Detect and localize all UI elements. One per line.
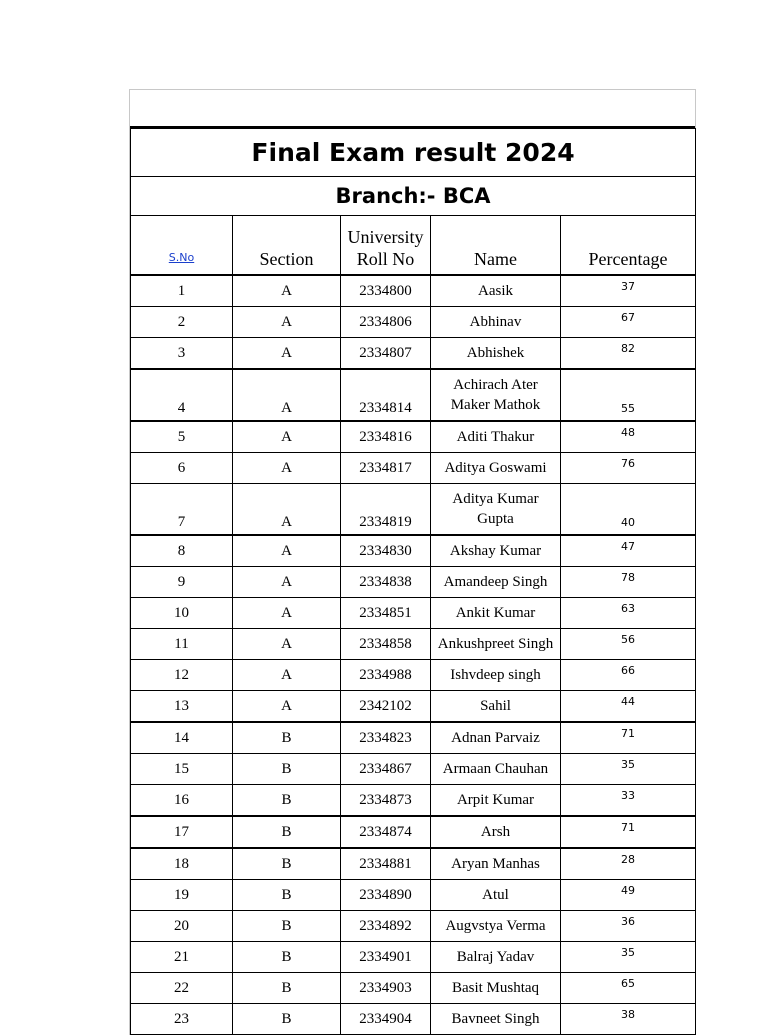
sno-cell: 7 (131, 484, 233, 536)
name-cell: Arpit Kumar (431, 785, 561, 817)
name-cell: Aditi Thakur (431, 421, 561, 453)
percentage-cell: 38 (561, 1004, 696, 1035)
section-cell: B (233, 911, 341, 942)
section-cell: A (233, 598, 341, 629)
sno-cell: 22 (131, 973, 233, 1004)
roll-cell: 2334851 (341, 598, 431, 629)
sno-cell: 3 (131, 338, 233, 370)
table-row (131, 484, 696, 536)
header-name: Name (431, 216, 561, 276)
table-row (131, 880, 696, 911)
section-cell: B (233, 816, 341, 848)
section-cell: A (233, 691, 341, 723)
table-row (131, 453, 696, 484)
percentage-cell: 55 (561, 369, 696, 421)
sno-cell: 8 (131, 535, 233, 567)
section-cell: A (233, 421, 341, 453)
roll-cell: 2334814 (341, 369, 431, 421)
percentage-cell: 40 (561, 484, 696, 536)
percentage-cell: 71 (561, 816, 696, 848)
sno-cell: 6 (131, 453, 233, 484)
table-row (131, 691, 696, 723)
sno-cell: 17 (131, 816, 233, 848)
table-row (131, 660, 696, 691)
header-percentage: Percentage (561, 216, 696, 276)
section-cell: B (233, 785, 341, 817)
sno-cell: 21 (131, 942, 233, 973)
section-cell: B (233, 1004, 341, 1035)
sno-cell: 13 (131, 691, 233, 723)
sno-cell: 1 (131, 275, 233, 307)
roll-cell: 2334819 (341, 484, 431, 536)
name-cell: Ishvdeep singh (431, 660, 561, 691)
roll-cell: 2334830 (341, 535, 431, 567)
name-cell: Bavneet Singh (431, 1004, 561, 1035)
result-sheet (129, 89, 696, 1035)
section-cell: A (233, 535, 341, 567)
name-cell: Armaan Chauhan (431, 754, 561, 785)
section-cell: B (233, 942, 341, 973)
roll-cell: 2342102 (341, 691, 431, 723)
table-row (131, 629, 696, 660)
roll-cell: 2334867 (341, 754, 431, 785)
name-cell: Balraj Yadav (431, 942, 561, 973)
percentage-cell: 35 (561, 754, 696, 785)
roll-cell: 2334874 (341, 816, 431, 848)
sno-cell: 20 (131, 911, 233, 942)
roll-cell: 2334892 (341, 911, 431, 942)
percentage-cell: 44 (561, 691, 696, 723)
roll-cell: 2334901 (341, 942, 431, 973)
section-cell: B (233, 754, 341, 785)
table-row (131, 275, 696, 307)
percentage-cell: 63 (561, 598, 696, 629)
roll-cell: 2334903 (341, 973, 431, 1004)
percentage-cell: 67 (561, 307, 696, 338)
percentage-cell: 48 (561, 421, 696, 453)
name-cell: Amandeep Singh (431, 567, 561, 598)
percentage-cell: 49 (561, 880, 696, 911)
section-cell: A (233, 629, 341, 660)
page-title: Final Exam result 2024 (131, 129, 696, 177)
name-cell: Abhinav (431, 307, 561, 338)
percentage-cell: 66 (561, 660, 696, 691)
table-row (131, 1004, 696, 1035)
name-cell: Abhishek (431, 338, 561, 370)
name-cell: Atul (431, 880, 561, 911)
table-row (131, 307, 696, 338)
name-cell: Adnan Parvaiz (431, 722, 561, 754)
table-row (131, 754, 696, 785)
sno-cell: 19 (131, 880, 233, 911)
roll-cell: 2334904 (341, 1004, 431, 1035)
sno-cell: 5 (131, 421, 233, 453)
table-row (131, 911, 696, 942)
roll-cell: 2334858 (341, 629, 431, 660)
table-row (131, 973, 696, 1004)
branch-label: Branch:- BCA (131, 177, 696, 216)
section-cell: A (233, 275, 341, 307)
name-cell: Aryan Manhas (431, 848, 561, 880)
sno-cell: 11 (131, 629, 233, 660)
sno-cell: 2 (131, 307, 233, 338)
percentage-cell: 78 (561, 567, 696, 598)
section-cell: A (233, 567, 341, 598)
roll-cell: 2334890 (341, 880, 431, 911)
roll-cell: 2334817 (341, 453, 431, 484)
section-cell: B (233, 880, 341, 911)
roll-cell: 2334881 (341, 848, 431, 880)
table-row (131, 535, 696, 567)
name-line1: Aditya Kumar (452, 491, 539, 507)
header-roll-line2: Roll No (356, 249, 415, 269)
name-line2: Gupta (477, 511, 514, 527)
header-roll (341, 216, 431, 276)
section-cell: A (233, 369, 341, 421)
table-row (131, 722, 696, 754)
table-row (131, 338, 696, 370)
name-cell: Ankushpreet Singh (431, 629, 561, 660)
roll-cell: 2334823 (341, 722, 431, 754)
name-line1: Achirach Ater (453, 377, 538, 393)
percentage-cell: 33 (561, 785, 696, 817)
name-line2: Maker Mathok (450, 397, 541, 413)
table-row (131, 369, 696, 421)
results-body (131, 275, 696, 1035)
percentage-cell: 37 (561, 275, 696, 307)
sno-cell: 14 (131, 722, 233, 754)
roll-cell: 2334816 (341, 421, 431, 453)
section-cell: B (233, 722, 341, 754)
section-cell: A (233, 338, 341, 370)
header-roll-line1: University (347, 227, 424, 247)
percentage-cell: 71 (561, 722, 696, 754)
roll-cell: 2334838 (341, 567, 431, 598)
table-row (131, 567, 696, 598)
sno-cell: 4 (131, 369, 233, 421)
results-table (130, 128, 696, 1035)
section-cell: A (233, 453, 341, 484)
name-cell: Akshay Kumar (431, 535, 561, 567)
table-row (131, 785, 696, 817)
sno-cell: 12 (131, 660, 233, 691)
roll-cell: 2334873 (341, 785, 431, 817)
percentage-cell: 36 (561, 911, 696, 942)
table-row (131, 598, 696, 629)
table-row (131, 816, 696, 848)
name-cell: Sahil (431, 691, 561, 723)
section-cell: A (233, 307, 341, 338)
blank-top-row (130, 90, 695, 128)
table-row (131, 421, 696, 453)
section-cell: A (233, 484, 341, 536)
name-cell: Arsh (431, 816, 561, 848)
header-sno-link[interactable]: S.No (131, 216, 233, 276)
name-cell (431, 484, 561, 536)
table-row (131, 942, 696, 973)
name-cell: Ankit Kumar (431, 598, 561, 629)
roll-cell: 2334988 (341, 660, 431, 691)
header-section: Section (233, 216, 341, 276)
name-cell: Basit Mushtaq (431, 973, 561, 1004)
percentage-cell: 76 (561, 453, 696, 484)
sno-cell: 15 (131, 754, 233, 785)
roll-cell: 2334800 (341, 275, 431, 307)
sno-cell: 23 (131, 1004, 233, 1035)
name-cell: Augvstya Verma (431, 911, 561, 942)
percentage-cell: 56 (561, 629, 696, 660)
sno-cell: 18 (131, 848, 233, 880)
percentage-cell: 28 (561, 848, 696, 880)
roll-cell: 2334807 (341, 338, 431, 370)
name-cell: Aasik (431, 275, 561, 307)
percentage-cell: 82 (561, 338, 696, 370)
sno-cell: 10 (131, 598, 233, 629)
name-cell: Aditya Goswami (431, 453, 561, 484)
sno-cell: 9 (131, 567, 233, 598)
roll-cell: 2334806 (341, 307, 431, 338)
name-cell (431, 369, 561, 421)
sno-cell: 16 (131, 785, 233, 817)
percentage-cell: 65 (561, 973, 696, 1004)
section-cell: B (233, 973, 341, 1004)
percentage-cell: 47 (561, 535, 696, 567)
table-row (131, 848, 696, 880)
section-cell: B (233, 848, 341, 880)
section-cell: A (233, 660, 341, 691)
percentage-cell: 35 (561, 942, 696, 973)
